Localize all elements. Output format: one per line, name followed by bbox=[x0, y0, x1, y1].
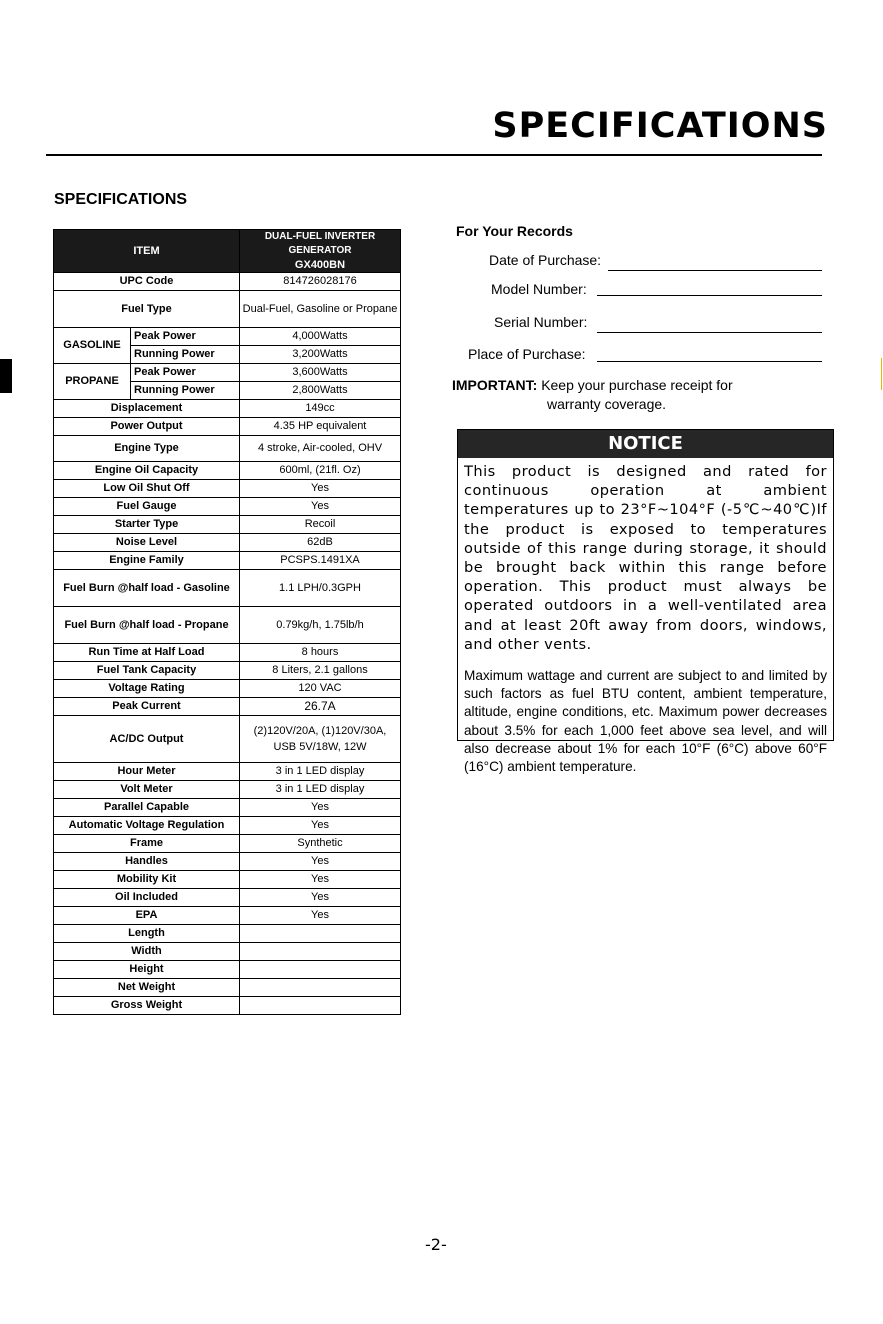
row-value: 3 in 1 LED display bbox=[240, 781, 401, 799]
table-row bbox=[54, 907, 401, 925]
place-of-purchase-label: Place of Purchase: bbox=[468, 346, 586, 362]
section-title: SPECIFICATIONS bbox=[54, 191, 188, 208]
row-value: Yes bbox=[240, 480, 401, 498]
table-row bbox=[54, 662, 401, 680]
model-header-line2: GX400BN bbox=[294, 259, 346, 271]
row-value: 1.1 LPH/0.3GPH bbox=[240, 570, 401, 607]
table-row bbox=[54, 835, 401, 853]
row-value: Yes bbox=[240, 907, 401, 925]
row-value: 600ml, (21fl. Oz) bbox=[240, 462, 401, 480]
edge-tab-mark bbox=[0, 359, 12, 393]
row-label: Running Power bbox=[131, 382, 240, 400]
row-value bbox=[240, 997, 401, 1015]
table-row bbox=[54, 644, 401, 662]
row-value: 814726028176 bbox=[240, 273, 401, 291]
table-row bbox=[54, 997, 401, 1015]
row-value: 4.35 HP equivalent bbox=[240, 418, 401, 436]
row-label: Starter Type bbox=[54, 516, 240, 534]
row-value: PCSPS.1491XA bbox=[240, 552, 401, 570]
table-row bbox=[54, 534, 401, 552]
table-row bbox=[54, 853, 401, 871]
table-row bbox=[54, 763, 401, 781]
row-label: Power Output bbox=[54, 418, 240, 436]
propane-group-label: PROPANE bbox=[54, 364, 131, 400]
row-value: 3,200Watts bbox=[240, 346, 401, 364]
row-label: Volt Meter bbox=[54, 781, 240, 799]
row-value: Yes bbox=[240, 498, 401, 516]
row-label: Peak Power bbox=[131, 364, 240, 382]
table-row bbox=[54, 607, 401, 644]
important-text-continued: warranty coverage. bbox=[547, 396, 667, 412]
table-row bbox=[54, 961, 401, 979]
row-label: Running Power bbox=[131, 346, 240, 364]
notice-box bbox=[457, 429, 834, 775]
row-value: 120 VAC bbox=[240, 680, 401, 698]
table-row bbox=[54, 871, 401, 889]
row-value: Yes bbox=[240, 871, 401, 889]
row-label: Low Oil Shut Off bbox=[54, 480, 240, 498]
important-text: Keep your purchase receipt for bbox=[541, 377, 733, 393]
row-label: Peak Current bbox=[54, 698, 240, 716]
model-number-label: Model Number: bbox=[491, 281, 587, 297]
table-row bbox=[54, 781, 401, 799]
serial-number-label: Serial Number: bbox=[494, 314, 588, 330]
row-label: Width bbox=[54, 943, 240, 961]
row-label: Fuel Burn @half load - Propane bbox=[54, 607, 240, 644]
important-label: IMPORTANT: bbox=[452, 377, 538, 393]
table-row bbox=[54, 925, 401, 943]
notice-paragraph-wattage: Maximum wattage and current are subject to and limited by such factors as fuel BTU content, ambient temperature, altitude, engine conditions, etc. Maximum power decreases about 3.5% for each 1,000 feet above sea level, and will also decrease about 1% for each 10°F (6°C) above 60°F (16°C) ambient temperature. bbox=[464, 668, 827, 775]
row-label: Oil Included bbox=[54, 889, 240, 907]
row-value: 62dB bbox=[240, 534, 401, 552]
row-label: Hour Meter bbox=[54, 763, 240, 781]
table-row bbox=[54, 498, 401, 516]
row-label: Fuel Tank Capacity bbox=[54, 662, 240, 680]
table-row bbox=[54, 418, 401, 436]
row-value bbox=[240, 961, 401, 979]
row-label: Gross Weight bbox=[54, 997, 240, 1015]
table-row bbox=[54, 364, 401, 382]
date-of-purchase-label: Date of Purchase: bbox=[489, 252, 602, 268]
spec-table bbox=[53, 229, 401, 1015]
row-label: Length bbox=[54, 925, 240, 943]
row-label: Peak Power bbox=[131, 328, 240, 346]
row-label: Displacement bbox=[54, 400, 240, 418]
table-row bbox=[54, 516, 401, 534]
table-row bbox=[54, 273, 401, 291]
row-value: (2)120V/20A, (1)120V/30A, USB 5V/18W, 12W bbox=[240, 716, 401, 763]
row-value: 8 hours bbox=[240, 644, 401, 662]
row-label: Parallel Capable bbox=[54, 799, 240, 817]
table-row bbox=[54, 328, 401, 346]
row-value bbox=[240, 979, 401, 997]
edge-mark-right bbox=[881, 358, 882, 390]
row-value: 8 Liters, 2.1 gallons bbox=[240, 662, 401, 680]
table-header-row bbox=[54, 230, 401, 273]
serial-number-line bbox=[597, 332, 822, 333]
row-label: Height bbox=[54, 961, 240, 979]
table-row bbox=[54, 462, 401, 480]
row-value: 26.7A bbox=[240, 698, 401, 716]
page-number: -2- bbox=[425, 1235, 447, 1254]
header-divider bbox=[46, 154, 822, 156]
row-label: AC/DC Output bbox=[54, 716, 240, 763]
row-label: Net Weight bbox=[54, 979, 240, 997]
table-row bbox=[54, 400, 401, 418]
table-row bbox=[54, 436, 401, 462]
model-column-header bbox=[240, 230, 401, 273]
row-label: Handles bbox=[54, 853, 240, 871]
row-label: Fuel Gauge bbox=[54, 498, 240, 516]
table-row bbox=[54, 716, 401, 763]
model-number-line bbox=[597, 295, 822, 296]
table-row bbox=[54, 979, 401, 997]
row-label: Noise Level bbox=[54, 534, 240, 552]
table-row bbox=[54, 889, 401, 907]
notice-paragraph-operation: This product is designed and rated for continuous operation at ambient temperatures up to 23°F~104°F (-5℃~40℃)If the product is exposed to temperatures outside of this range during storage, it should be brought back within this range before operation. This product must always be operated outdoors in a well-ventilated area and at least 20ft away from doors, windows, and other vents. bbox=[464, 463, 827, 653]
row-value: 3 in 1 LED display bbox=[240, 763, 401, 781]
date-of-purchase-line bbox=[608, 270, 822, 271]
row-value bbox=[240, 943, 401, 961]
table-row bbox=[54, 943, 401, 961]
page-header-title: SPECIFICATIONS bbox=[492, 106, 828, 146]
table-row bbox=[54, 291, 401, 328]
row-label: EPA bbox=[54, 907, 240, 925]
row-value: 0.79kg/h, 1.75lb/h bbox=[240, 607, 401, 644]
row-label: Engine Family bbox=[54, 552, 240, 570]
place-of-purchase-line bbox=[597, 361, 822, 362]
row-value: 149cc bbox=[240, 400, 401, 418]
row-label: Frame bbox=[54, 835, 240, 853]
model-header-line1: DUAL-FUEL INVERTER GENERATOR bbox=[264, 231, 376, 256]
table-row bbox=[54, 570, 401, 607]
row-label: Engine Oil Capacity bbox=[54, 462, 240, 480]
table-row bbox=[54, 799, 401, 817]
row-value: Dual-Fuel, Gasoline or Propane bbox=[240, 291, 401, 328]
row-value: 4,000Watts bbox=[240, 328, 401, 346]
row-value: 4 stroke, Air-cooled, OHV bbox=[240, 436, 401, 462]
table-row bbox=[54, 552, 401, 570]
row-value: Yes bbox=[240, 817, 401, 835]
table-row bbox=[54, 480, 401, 498]
row-label: Engine Type bbox=[54, 436, 240, 462]
row-label: Fuel Burn @half load - Gasoline bbox=[54, 570, 240, 607]
item-column-header: ITEM bbox=[54, 230, 240, 273]
records-title: For Your Records bbox=[456, 223, 573, 239]
table-row bbox=[54, 680, 401, 698]
notice-title: NOTICE bbox=[458, 430, 833, 458]
row-label: Mobility Kit bbox=[54, 871, 240, 889]
row-value: Yes bbox=[240, 889, 401, 907]
row-label: Fuel Type bbox=[54, 291, 240, 328]
row-value: Synthetic bbox=[240, 835, 401, 853]
table-row bbox=[54, 698, 401, 716]
row-value bbox=[240, 925, 401, 943]
row-value: Yes bbox=[240, 799, 401, 817]
gasoline-group-label: GASOLINE bbox=[54, 328, 131, 364]
row-value: Recoil bbox=[240, 516, 401, 534]
table-row bbox=[54, 817, 401, 835]
row-value: 2,800Watts bbox=[240, 382, 401, 400]
important-note bbox=[452, 377, 733, 393]
row-label: Automatic Voltage Regulation bbox=[54, 817, 240, 835]
row-value: Yes bbox=[240, 853, 401, 871]
row-value: 3,600Watts bbox=[240, 364, 401, 382]
row-label: Run Time at Half Load bbox=[54, 644, 240, 662]
row-label: UPC Code bbox=[54, 273, 240, 291]
row-label: Voltage Rating bbox=[54, 680, 240, 698]
